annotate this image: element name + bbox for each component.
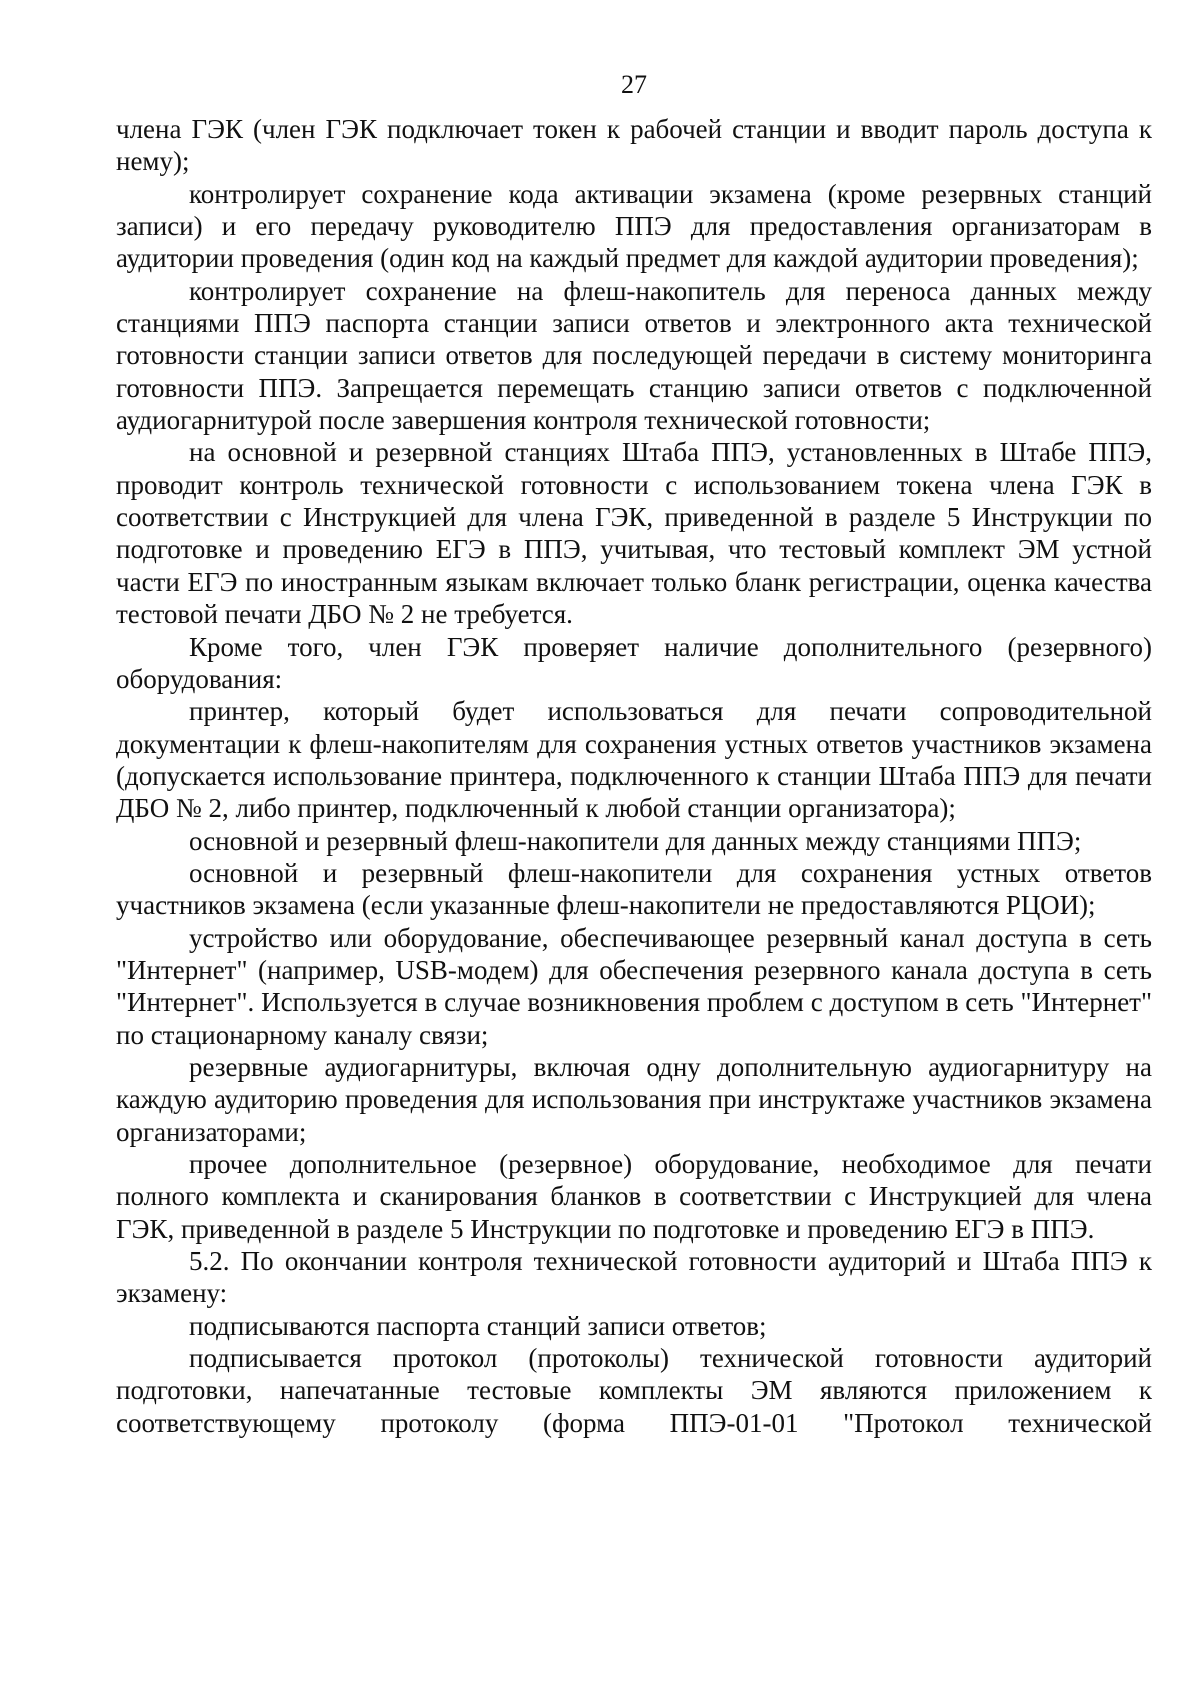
paragraph: резервные аудиогарнитуры, включая одну дополнительную аудиогарнитуру на каждую аудиторию проведения для использования при инструктаже участников экзамена организаторами; [116, 1051, 1152, 1147]
paragraph: подписываются паспорта станций записи ответов; [189, 1310, 767, 1341]
paragraph: устройство или оборудование, обеспечивающее резервный канал доступа в сеть "Интернет" (например, USB-модем) для обеспечения резервного канала доступа в сеть "Интернет". Используется в случае возникновения проблем с доступом в сеть "Интернет" по стационарному каналу связи; [116, 922, 1152, 1050]
page-number: 27 [621, 70, 647, 99]
paragraph: члена ГЭК (член ГЭК подключает токен к рабочей станции и вводит пароль доступа к нему); [116, 114, 1152, 177]
paragraph: основной и резервный флеш-накопители для данных между станциями ППЭ; [189, 825, 1082, 856]
paragraph: контролирует сохранение кода активации экзамена (кроме резервных станций записи) и его передачу руководителю ППЭ для предоставления организаторам в аудитории проведения (один код на каждый предмет для каждой аудитории проведения); [116, 178, 1152, 274]
paragraph: контролирует сохранение на флеш-накопитель для переноса данных между станциями ППЭ паспорта станции записи ответов и электронного акта технической готовности станции записи ответов для последующей передачи в систему мониторинга готовности ППЭ. Запрещается перемещать станцию записи ответов с подключенной аудиогарнитурой после завершения контроля технической готовности; [116, 275, 1152, 436]
paragraph: принтер, который будет использоваться для печати сопроводительной документации к флеш-накопителям для сохранения устных ответов участников экзамена (допускается использование принтера, подключенного к станции Штаба ППЭ для печати ДБО № 2, либо принтер, подключенный к любой станции организатора); [116, 696, 1152, 824]
paragraph: Кроме того, член ГЭК проверяет наличие дополнительного (резервного) оборудования: [116, 631, 1152, 694]
paragraph: подписывается протокол (протоколы) технической готовности аудиторий подготовки, напечатанные тестовые комплекты ЭМ являются приложением к соответствующему протоколу (форма ППЭ-01-01 "Протокол технической [116, 1343, 1152, 1438]
document-body [116, 113, 1152, 1439]
paragraph: основной и резервный флеш-накопители для сохранения устных ответов участников экзамена (если указанные флеш-накопители не предоставляются РЦОИ); [116, 857, 1152, 921]
paragraph: прочее дополнительное (резервное) оборудование, необходимое для печати полного комплекта и сканирования бланков в соответствии с Инструкцией для члена ГЭК, приведенной в разделе 5 Инструкции по подготовке и проведению ЕГЭ в ППЭ. [116, 1149, 1152, 1244]
paragraph: 5.2. По окончании контроля технической готовности аудиторий и Штаба ППЭ к экзамену: [116, 1246, 1152, 1309]
paragraph: на основной и резервной станциях Штаба ППЭ, установленных в Штабе ППЭ, проводит контроль технической готовности с использованием токена члена ГЭК в соответствии с Инструкцией для члена ГЭК, приведенной в разделе 5 Инструкции по подготовке и проведению ЕГЭ в ППЭ, учитывая, что тестовый комплект ЭМ устной части ЕГЭ по иностранным языкам включает только бланк регистрации, оценка качества тестовой печати ДБО № 2 не требуется. [116, 437, 1152, 630]
document-page [116, 70, 1152, 1439]
